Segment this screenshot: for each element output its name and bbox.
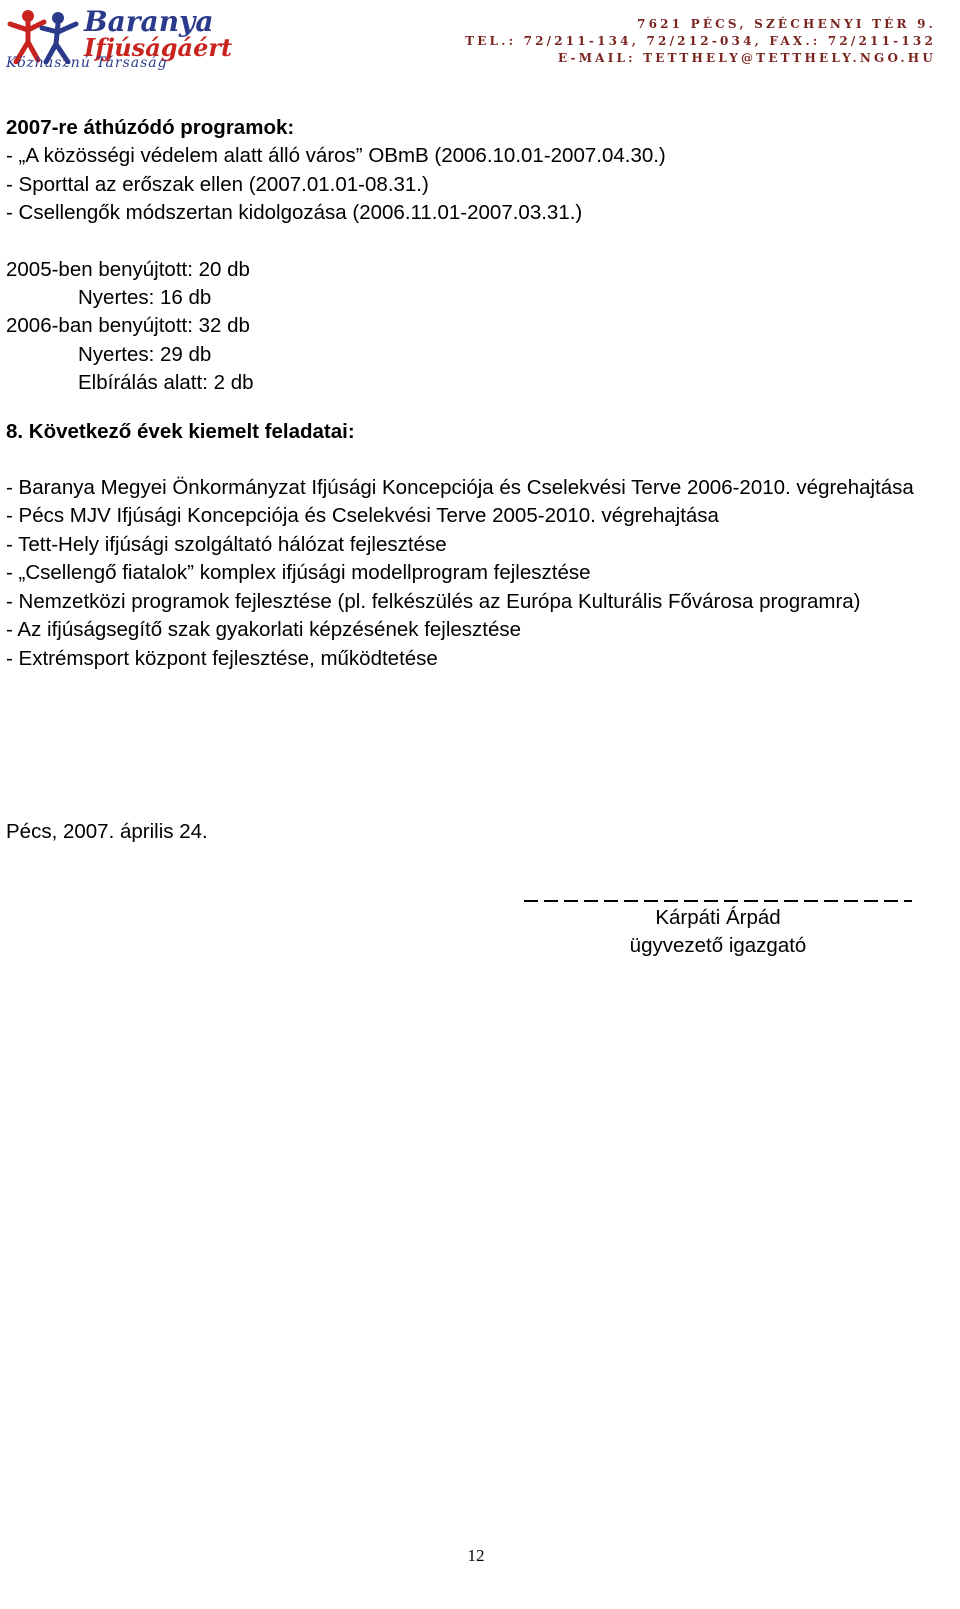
list-item: - Sporttal az erőszak ellen (2007.01.01-08.31.): [6, 172, 429, 196]
list-item: - Tett-Hely ifjúsági szolgáltató hálózat fejlesztése: [6, 532, 447, 556]
letterhead-phone-fax: TEL.: 72/211-134, 72/212-034, FAX.: 72/211-132: [465, 34, 936, 48]
signer-title: ügyvezető igazgató: [629, 934, 807, 958]
list-item: - Csellengők módszertan kidolgozása (2006.11.01-2007.03.31.): [6, 201, 583, 225]
logo-text-ifjusagaert: Ifjúságáért: [84, 33, 233, 62]
letterhead-contact: [465, 16, 936, 67]
next-years-heading: 8. Következő évek kiemelt feladatai:: [6, 419, 355, 443]
logo-text-kozhasznu: Közhasznú Társaság: [6, 55, 168, 71]
list-item: - Az ifjúságsegítő szak gyakorlati képzésének fejlesztése: [6, 618, 522, 642]
list-item: - „Csellengő fiatalok” komplex ifjúsági modellprogram fejlesztése: [6, 561, 591, 585]
signature-block: [524, 882, 912, 961]
page-number: 12: [467, 1546, 485, 1565]
stat-submitted-2005: 2005-ben benyújtott: 20 db: [6, 257, 250, 281]
document-body: [6, 114, 926, 673]
logo-text-baranya: Baranya: [84, 5, 214, 38]
letterhead-address: 7621 PÉCS, SZÉCHENYI TÉR 9.: [637, 17, 936, 31]
list-item: - Nemzetközi programok fejlesztése (pl. felkészülés az Európa Kulturális Fővárosa programra): [6, 589, 861, 613]
stat-won-2005: Nyertes: 16 db: [78, 286, 212, 310]
list-item: - Pécs MJV Ifjúsági Koncepciója és Cselekvési Terve 2005-2010. végrehajtása: [6, 504, 719, 528]
list-item: - Baranya Megyei Önkormányzat Ifjúsági Koncepciója és Cselekvési Terve 2006-2010. végrehajtása: [6, 476, 914, 500]
signature-line: [524, 882, 912, 902]
letterhead-email: E-MAIL: TETTHELY@TETTHELY.NGO.HU: [557, 51, 936, 65]
carryover-heading: 2007-re áthúzódó programok:: [6, 116, 295, 139]
list-item: - „A közösségi védelem alatt álló város” OBmB (2006.10.01-2007.04.30.): [6, 144, 666, 168]
place-date: Pécs, 2007. április 24.: [6, 820, 208, 843]
stat-won-2006: Nyertes: 29 db: [78, 342, 212, 366]
list-item: - Extrémsport központ fejlesztése, működtetése: [6, 646, 438, 670]
signer-name: Kárpáti Árpád: [655, 906, 781, 929]
stat-pending-2006: Elbírálás alatt: 2 db: [78, 371, 254, 395]
organization-logo: [4, 4, 266, 70]
stat-submitted-2006: 2006-ban benyújtott: 32 db: [6, 314, 250, 338]
